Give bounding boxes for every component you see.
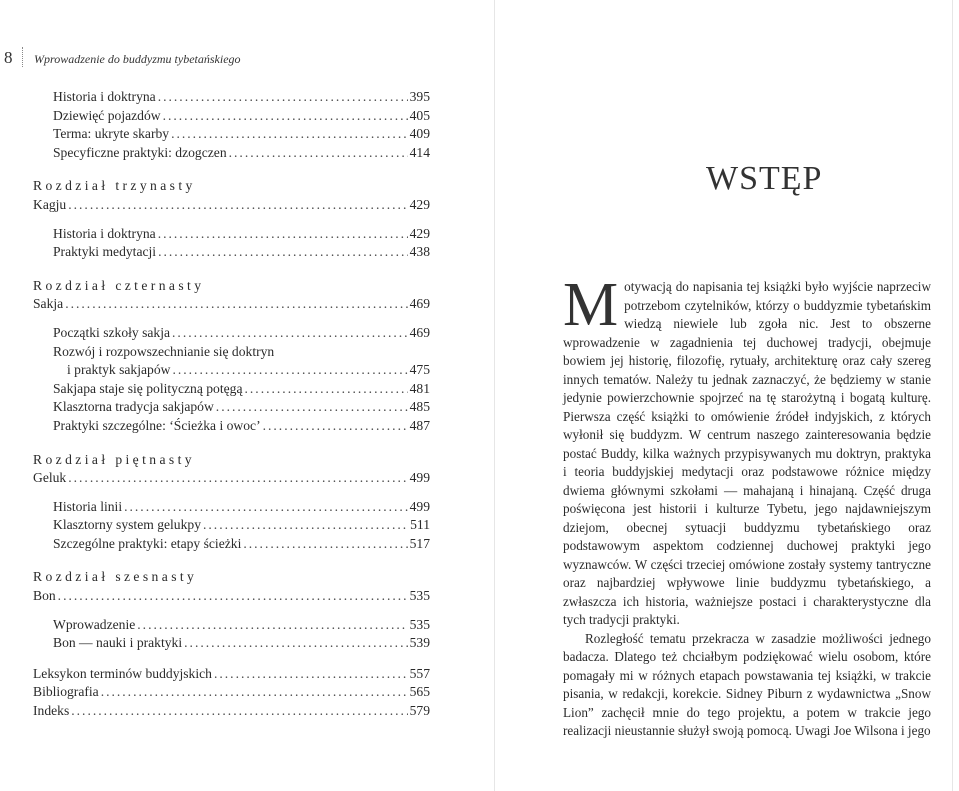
intro-paragraph-text: otywacją do napisania tej książki było wyjście naprzeciw potrzebom czytelników, którzy o buddyzmie tybetańskim wiedzą niewiele lub zgoła nic. Jest to obszerne wprowadzenie w zagadnienia tej duchowej tradycji, obejmuje bowiem jej historię, filozofię, rytuały, architekturę oraz cały szereg innych tematów. Należy tu jednak zaznaczyć, że będziemy w stanie jedynie powierzchownie spojrzeć na tę starożytną i bogatą kulturę. Pierwsza część książki to omówienie źródeł indyjskich, z których wyłonił się buddyzm. W centrum naszego zainteresowania będzie postać Buddy, kilka ważnych przypisywanych mu doktryn, praktyka i teoria buddyjskiej medytacji oraz podstawowe różnice między dwiema głównymi szkołami — mahajaną i hinajaną. Część druga poświęcona jest historii i kulturze Tybetu, jego najdawniejszym dziejom, obecnej sytuacji buddyzmu tybetańskiego oraz podstawowym aspektom codziennej duchowej praktyki jego wyznawców. W części trzeciej omówione zostały systemy tantryczne oraz najbardziej wpływowe linie buddyzmu tybetańskiego, a zwłaszcza ich historia, ważniejsze postaci i charakterystyczne dla tych tradycji praktyki. [563,279,931,627]
toc-entry-title: Bibliografia [33,684,99,700]
toc-leader [158,88,408,107]
toc-entry-title: Historia linii [53,498,123,514]
toc-chapter-entry [33,469,430,488]
intro-paragraph: Rozległość tematu przekracza w zasadzie możliwości jednego badacza. Dlatego też chciałbym podziękować wielu osobom, które pomagały mi w różnych etapach powstawania tej książki, w trakcie pisania, w redakcji, korekcie. Sidney Piburn z wydawnictwa „Snow Lion” zachęcił mnie do tego projektu, a potem w trakcie jego realizacji nieustannie służył swoją pomocą. Uwagi Joe Wilsona i jego [563,630,931,738]
toc-entry [33,88,430,107]
toc-leader [68,196,407,215]
toc-leader [263,417,408,436]
toc-entry-title: Sakjapa staje się polityczną potęgą [53,380,243,396]
table-of-contents [33,88,430,721]
toc-entry-page: 395 [409,89,430,104]
toc-leader [158,243,408,262]
toc-back-matter-entry [33,683,430,702]
toc-entry-page: 438 [409,244,430,260]
intro-body [563,271,931,741]
toc-leader [68,469,407,488]
chapter-heading: Rozdział szesnasty [33,569,198,585]
toc-entry [33,361,430,380]
toc-entry-title: Początki szkoły sakja [53,324,171,340]
page-gutter [494,0,495,791]
toc-entry-page: 565 [409,684,430,700]
toc-entry-title-line: Rozwój i rozpowszechnianie się doktryn [53,343,275,359]
toc-entry-page: 469 [409,296,430,312]
toc-leader [243,535,407,554]
toc-entry-page: 429 [409,196,430,212]
toc-entry-page: 485 [409,399,430,415]
toc-entry-page: 414 [409,144,430,160]
toc-leader [171,125,408,144]
toc-entry-page: 409 [409,126,430,142]
toc-entry [33,634,430,653]
toc-entry-title: Indeks [33,703,70,719]
toc-entry-title: i praktyk sakjapów [67,362,171,378]
toc-entry-page: 511 [410,517,430,533]
toc-back-matter-entry [33,702,430,721]
header-divider [22,47,23,67]
toc-entry-page: 579 [409,703,430,719]
toc-entry-page: 535 [409,588,430,604]
intro-paragraph [563,271,931,630]
toc-leader [163,107,408,126]
toc-entry-title: Geluk [33,470,67,486]
toc-leader [172,361,407,380]
toc-entry-page: 557 [409,665,430,681]
chapter-heading: Rozdział czternasty [33,277,205,293]
running-title: Wprowadzenie do buddyzmu tybetańskiego [34,52,241,66]
toc-back-matter-entry [33,665,430,684]
toc-entry-title: Historia i doktryna [53,225,156,241]
toc-leader [172,324,408,343]
toc-entry [33,417,430,436]
toc-entry-title: Bon [33,588,56,604]
toc-leader [158,225,408,244]
toc-entry-page: 539 [409,635,430,651]
toc-entry-title: Praktyki medytacji [53,244,157,260]
toc-entry-title: Sakja [33,296,64,312]
toc-entry-page: 487 [409,417,430,433]
toc-leader [124,498,408,517]
toc-entry-title: Bon — nauki i praktyki [53,635,183,651]
toc-leader [229,144,408,163]
toc-leader [58,587,408,606]
toc-entry [33,498,430,517]
toc-entry-page: 499 [409,498,430,514]
page-number: 8 [4,48,13,67]
toc-entry [33,125,430,144]
toc-entry [33,516,430,535]
toc-entry [33,225,430,244]
toc-entry-title: Kagju [33,196,67,212]
drop-cap: M [563,271,619,339]
toc-entry-title: Szczególne praktyki: etapy ścieżki [53,535,242,551]
toc-entry [33,107,430,126]
toc-chapter-entry [33,587,430,606]
toc-chapter-entry [33,196,430,215]
toc-entry [33,144,430,163]
toc-entry-title: Wprowadzenie [53,616,136,632]
toc-entry-title: Historia i doktryna [53,89,156,104]
toc-entry-page: 469 [409,324,430,340]
toc-entry [33,616,430,635]
toc-entry-title: Leksykon terminów buddyjskich [33,665,212,681]
toc-entry-page: 475 [409,362,430,378]
toc-entry-page: 481 [409,380,430,396]
toc-entry-title: Praktyki szczególne: ‘Ścieżka i owoc’ [53,417,261,433]
toc-entry-page: 499 [409,470,430,486]
toc-leader [184,634,407,653]
toc-entry-page: 429 [409,225,430,241]
toc-leader [101,683,408,702]
intro-title: WSTĘP [706,160,823,197]
toc-leader [214,665,408,684]
page-edge [952,0,953,791]
toc-leader [71,702,407,721]
toc-entry-title: Klasztorny system gelukpy [53,517,201,533]
toc-leader [245,380,408,399]
toc-entry-title: Klasztorna tradycja sakjapów [53,399,214,415]
toc-chapter-entry [33,295,430,314]
toc-leader [216,398,408,417]
toc-entry [33,380,430,399]
toc-entry-title: Terma: ukryte skarby [53,126,170,142]
chapter-heading: Rozdział trzynasty [33,178,196,194]
toc-entry-page: 517 [409,535,430,551]
toc-leader [203,516,408,535]
toc-entry-title: Specyficzne praktyki: dzogczen [53,144,227,160]
toc-entry-title: Dziewięć pojazdów [53,107,161,123]
toc-leader [137,616,407,635]
toc-entry-page: 535 [409,616,430,632]
toc-entry-page: 405 [409,107,430,123]
toc-entry [33,324,430,343]
toc-entry [33,243,430,262]
toc-leader [65,295,407,314]
chapter-heading: Rozdział piętnasty [33,451,195,467]
toc-entry [33,535,430,554]
toc-entry [33,398,430,417]
